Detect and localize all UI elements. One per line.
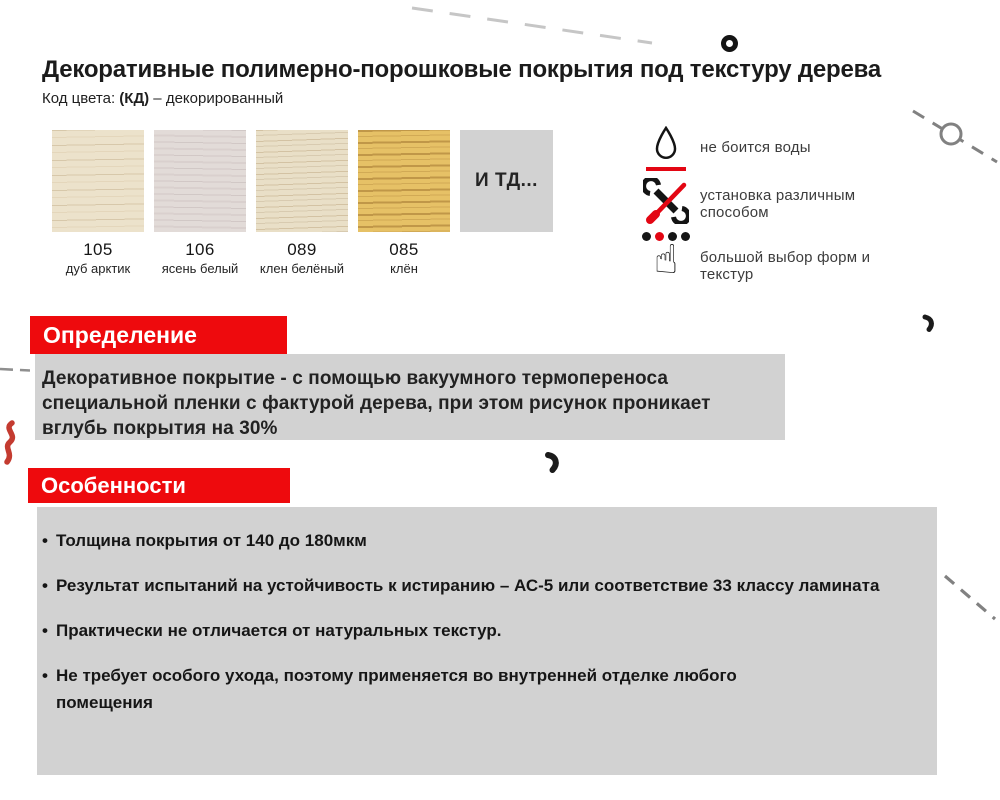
subtitle-code: (КД) <box>119 90 150 107</box>
dashed-line-left-decoration <box>0 365 30 375</box>
feature-item: • Не требует особого ухода, поэтому применяется во внутренней отделке любого помещения <box>42 662 821 716</box>
comma-decoration <box>543 450 563 476</box>
swatch-code: 106 <box>185 240 215 259</box>
definition-heading: Определение <box>30 316 287 354</box>
swatch-code: 105 <box>83 240 113 259</box>
red-squiggle-decoration <box>1 420 23 468</box>
benefit-install <box>640 178 890 224</box>
wood-texture-image <box>256 130 348 232</box>
water-drop-icon <box>640 126 692 171</box>
etc-box <box>460 130 553 232</box>
benefit-label: не боится воды <box>700 139 811 156</box>
dot <box>642 232 651 241</box>
wood-texture-image <box>154 130 246 232</box>
feature-item: • Толщина покрытия от 140 до 180мкм <box>42 527 927 554</box>
color-code-subtitle <box>42 90 283 107</box>
swatch-code: 085 <box>389 240 419 259</box>
dashed-line-top-decoration <box>404 2 660 48</box>
feature-item: • Практически не отличается от натуральных текстур. <box>42 617 927 644</box>
etc-label: И ТД... <box>475 170 538 191</box>
pointing-hand-icon: ☝ <box>653 237 679 283</box>
features-heading: Особенности <box>28 468 290 503</box>
comma-decoration <box>921 313 937 335</box>
benefit-water <box>640 126 890 171</box>
dashed-line-circle-decoration <box>905 103 1000 167</box>
swatch-code: 089 <box>287 240 317 259</box>
swatch-name: клён <box>390 261 418 276</box>
swatch-105 <box>52 130 144 276</box>
subtitle-suffix: – декорированный <box>149 90 284 107</box>
definition-text-panel: Декоративное покрытие - с помощью вакуумного термопереноса специальной пленки с фактурой дерева, при этом рисунок проникает вглубь покрытия на 30% <box>35 354 785 440</box>
benefit-label: установка различным способом <box>700 187 856 221</box>
swatch-row <box>52 130 553 276</box>
dot <box>681 232 690 241</box>
wood-texture-image <box>52 130 144 232</box>
tools-icon <box>640 178 692 224</box>
swatch-name: ясень белый <box>161 261 239 276</box>
hand-choice-icon <box>640 232 692 282</box>
swatch-106 <box>154 130 246 276</box>
dashed-line-bottom-decoration <box>938 568 1000 626</box>
benefit-label: большой выбор форм и текстур <box>700 249 871 283</box>
donut-dot-decoration <box>721 35 738 52</box>
red-underline <box>646 167 686 171</box>
swatch-085 <box>358 130 450 276</box>
swatch-name: клен белёный <box>259 261 345 276</box>
subtitle-prefix: Код цвета: <box>42 90 120 107</box>
benefit-choice <box>640 232 890 283</box>
swatch-name: дуб арктик <box>65 261 131 276</box>
features-list <box>42 527 927 716</box>
feature-item: • Результат испытаний на устойчивость к истиранию – АС-5 или соответствие 33 классу ламината <box>42 572 927 599</box>
swatch-089 <box>256 130 348 276</box>
features-panel <box>37 507 937 775</box>
page-title: Декоративные полимерно-порошковые покрытия под текстуру дерева <box>42 56 882 83</box>
wood-texture-image <box>358 130 450 232</box>
